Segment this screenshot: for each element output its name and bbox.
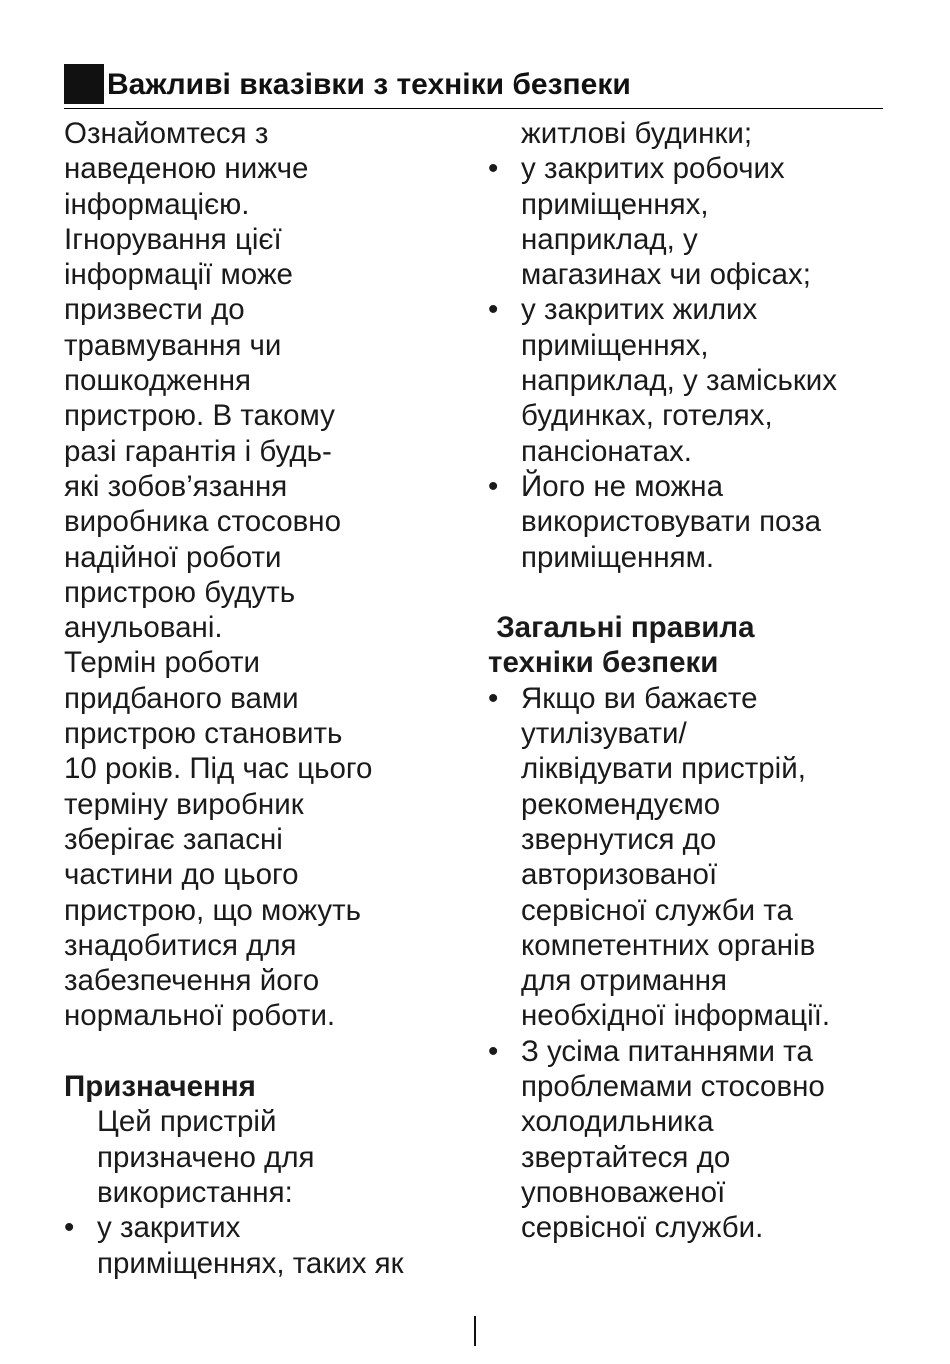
- bullet-line: використовувати поза: [521, 505, 822, 539]
- bullet-line: приміщеннях,: [521, 328, 709, 362]
- lifetime-line: частини до цього: [64, 858, 299, 892]
- intro-paragraph: [64, 116, 474, 645]
- bullet-icon: •: [488, 469, 499, 503]
- bullet-icon: •: [488, 1034, 499, 1068]
- intro-line: інформацією.: [64, 187, 250, 221]
- list-item: [488, 151, 918, 292]
- intro-line: травмування чи: [64, 328, 282, 362]
- lifetime-line: Термін роботи: [64, 646, 260, 680]
- lifetime-line: пристрою, що можуть: [64, 893, 362, 927]
- bullet-line: звертайтеся до: [521, 1140, 731, 1174]
- purpose-intro: [64, 1104, 474, 1210]
- purpose-bullet-list-continued: [488, 151, 918, 575]
- bullet-line: холодильника: [521, 1105, 714, 1139]
- lifetime-line: забезпечення його: [64, 964, 320, 998]
- bullet-line: рекомендуємо: [521, 787, 721, 821]
- intro-line: пристрою. В такому: [64, 399, 335, 433]
- lifetime-line: зберігає запасні: [64, 822, 283, 856]
- lifetime-line: пристрою становить: [64, 717, 343, 751]
- intro-line: призвести до: [64, 293, 245, 327]
- bullet-line: компетентних органів: [521, 928, 816, 962]
- page-divider: [474, 1316, 476, 1346]
- list-item: [64, 1210, 474, 1281]
- list-item: [488, 469, 918, 575]
- bullet-icon: •: [64, 1211, 75, 1245]
- list-item: [488, 681, 918, 1034]
- bullet-line: сервісної служби.: [521, 1211, 764, 1245]
- bullet-line: приміщеннях,: [521, 187, 709, 221]
- general-rules-list: [488, 681, 918, 1246]
- bullet-line: Якщо ви бажаєте: [521, 681, 758, 715]
- right-column: [488, 116, 918, 1246]
- bullet-line: необхідної інформації.: [521, 999, 831, 1033]
- purpose-heading: Призначення: [64, 1070, 256, 1104]
- bullet-line: пансіонатах.: [521, 434, 692, 468]
- bullet-icon: •: [488, 681, 499, 715]
- lifetime-line: нормальної роботи.: [64, 999, 336, 1033]
- lifetime-line: знадобитися для: [64, 928, 297, 962]
- left-column: [64, 116, 474, 1281]
- list-item: [488, 292, 918, 468]
- bullet-line: будинках, готелях,: [521, 399, 773, 433]
- bullet-line: у закритих: [97, 1211, 241, 1245]
- intro-line: пошкодження: [64, 364, 251, 398]
- bullet-line: наприклад, у заміських: [521, 364, 837, 398]
- bullet-line: у закритих жилих: [521, 293, 758, 327]
- bullet-line: утилізувати/: [521, 717, 687, 751]
- heading-line: техніки безпеки: [488, 646, 719, 680]
- bullet-icon: •: [488, 152, 499, 186]
- intro-line: Ознайомтеся з: [64, 117, 269, 150]
- bullet-line: наприклад, у: [521, 222, 698, 256]
- bullet-line: уповноваженої: [521, 1175, 726, 1209]
- section-header: [64, 64, 883, 109]
- lifetime-paragraph: [64, 645, 474, 1033]
- lifetime-line: придбаного вами: [64, 681, 299, 715]
- header-marker-block: [64, 64, 104, 104]
- purpose-bullet-list: [64, 1210, 474, 1281]
- bullet-line: ліквідувати пристрій,: [521, 752, 806, 786]
- section-title: Важливі вказівки з техніки безпеки: [107, 68, 631, 101]
- intro-line: інформації може: [64, 258, 293, 292]
- intro-line: які зобов’язання: [64, 469, 288, 503]
- bullet-line: для отримання: [521, 964, 727, 998]
- lifetime-line: терміну виробник: [64, 787, 304, 821]
- lifetime-line: 10 років. Під час цього: [64, 752, 373, 786]
- intro-line: наведеною нижче: [64, 152, 309, 186]
- intro-line: Ігнорування цієї: [64, 222, 282, 256]
- bullet-continuation: житлові будинки;: [521, 117, 753, 150]
- intro-line: пристрою будуть: [64, 575, 296, 609]
- bullet-line: З усіма питаннями та: [521, 1034, 813, 1068]
- purpose-line: Цей пристрій: [97, 1105, 277, 1139]
- intro-line: разі гарантія і будь-: [64, 434, 332, 468]
- bullet-line: звернутися до: [521, 822, 717, 856]
- bullet-line: Його не можна: [521, 469, 724, 503]
- purpose-line: призначено для: [97, 1140, 315, 1174]
- bullet-icon: •: [488, 293, 499, 327]
- intro-line: надійної роботи: [64, 540, 282, 574]
- heading-line: Загальні правила: [488, 611, 755, 645]
- purpose-line: використання:: [97, 1175, 293, 1209]
- bullet-line: у закритих робочих: [521, 152, 785, 186]
- spacer: [64, 1034, 474, 1069]
- intro-line: анульовані.: [64, 611, 223, 645]
- general-rules-heading: [488, 610, 918, 681]
- list-item: [488, 1034, 918, 1246]
- bullet-line: сервісної служби та: [521, 893, 793, 927]
- spacer: [488, 575, 918, 610]
- bullet-line: проблемами стосовно: [521, 1070, 825, 1104]
- bullet-line: авторизованої: [521, 858, 718, 892]
- intro-line: виробника стосовно: [64, 505, 341, 539]
- bullet-line: магазинах чи офісах;: [521, 258, 811, 292]
- bullet-line: приміщенням.: [521, 540, 715, 574]
- bullet-line: приміщеннях, таких як: [97, 1246, 404, 1280]
